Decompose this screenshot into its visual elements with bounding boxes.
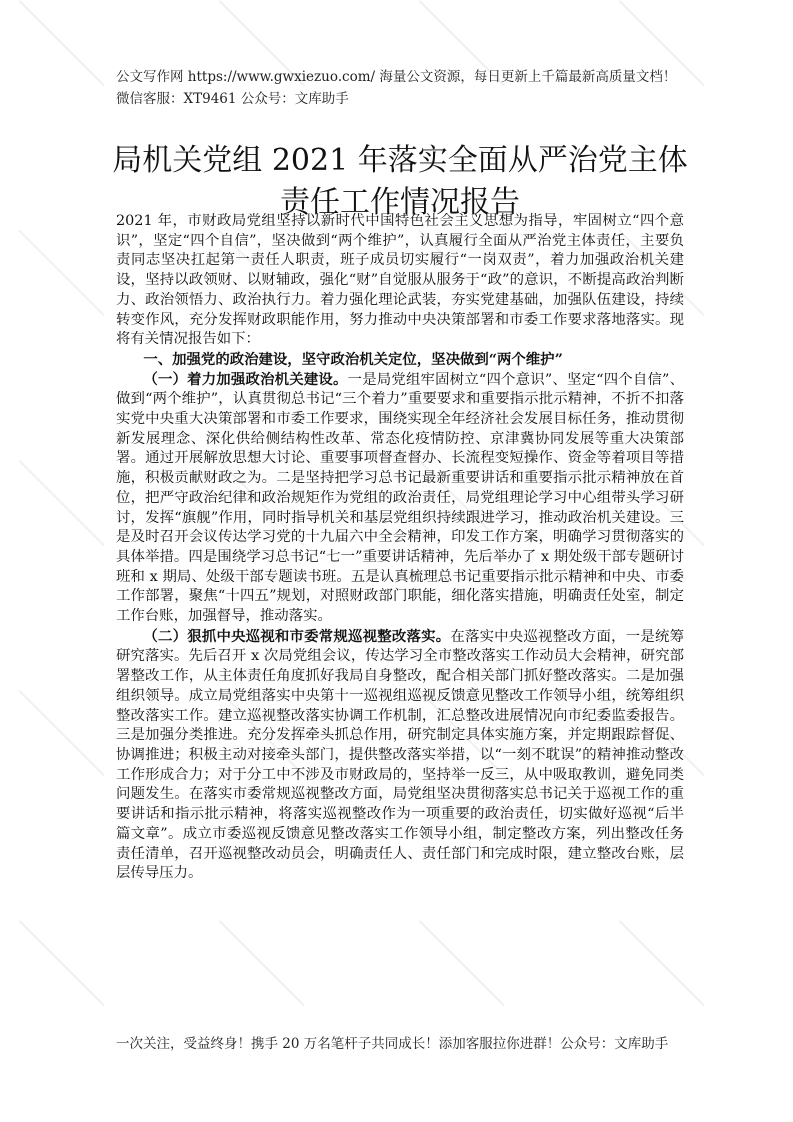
subsection-2-paragraph <box>116 627 684 884</box>
section-heading-1: 一、加强党的政治建设，坚守政治机关定位，坚决做到“两个维护” <box>143 350 563 368</box>
intro-paragraph: 2021 年，市财政局党组坚持以新时代中国特色社会主义思想为指导，牢固树立“四个意识”，坚定“四个自信”，坚决做到“两个维护”，认真履行全面从严治党主体责任，主要负责同志坚决扛起第一责任人职责，班子成员切实履行“一岗双责”，着力加强政治机关建设，坚持以政领财、以财辅政，强化“财”自觉服从服务于“政”的意识，不断提高政治判断力、政治领悟力、政治执行力。着力强化理论武装，夯实党建基础，加强队伍建设，持续转变作风，充分发挥财政职能作用，努力推动中央决策部署和市委工作要求落地落实。现将有关情况报告如下： <box>116 213 684 348</box>
footer-note: 一次关注，受益终身！携手 20 万名笔杆子共同成长！添加客服拉你进群！公众号：文库助手 <box>116 1036 669 1052</box>
subsection-2-heading: （二）狠抓中央巡视和市委常规巡视整改落实。 <box>143 627 451 645</box>
watermark-mark <box>19 920 105 1006</box>
watermark-mark <box>19 690 105 776</box>
subsection-1-text: 一是局党组牢固树立“四个意识”、坚定“四个自信”、做到“两个维护”，认真贯彻总书记“三个着力”重要要求和重要指示批示精神，不折不扣落实党中央重大决策部署和市委工作要求，围绕实现全年经济社会发展目标任务，推动贯彻新发展理念、深化供给侧结构性改革、常态化疫情防控、京津冀协同发展等重大决策部署。通过开展解放思想大讨论、重要事项督查督办、长流程变短操作、资金等着项目等措施，积极贡献财政之为。二是坚持把学习总书记最新重要讲话和重要指示批示精神放在首位，把严守政治纪律和政治规矩作为党组的政治责任，局党组理论学习中心组带头学习研讨，发挥“旗舰”作用，同时指导机关和基层党组织持续跟进学习，推动政治机关建设。三是及时召开会议传达学习党的十九届六中全会精神，印发工作方案，明确学习贯彻落实的具体举措。四是围绕学习总书记“七一”重要讲话精神，先后举办了 x 期处级干部专题研讨班和 x 期局、处级干部专题读书班。五是认真梳理总书记重要指示批示精神和中央、市委工作部署，聚焦“十四五”规划，对照财政部门职能，细化落实措施，明确责任处室，制定工作台账，加强督导，推动落实。 <box>116 371 684 625</box>
subsection-1-heading: （一）着力加强政治机关建设。 <box>143 370 348 388</box>
watermark-mark <box>19 0 105 86</box>
document-body <box>116 212 684 884</box>
subsection-1-paragraph <box>116 370 684 627</box>
header-note: 公文写作网 https://www.gwxiezuo.com/ 海量公文资源，每日更新上千篇最新高质量文档！微信客服：XT9461 公众号：文库助手 <box>116 69 677 107</box>
subsection-2-text: 在落实中央巡视整改方面，一是统筹研究落实。先后召开 x 次局党组会议，传达学习全市整改落实工作动员大会精神，研究部署整改工作，从主体责任角度抓好我局自身整改，配合相关部门抓好整改落实。二是加强组织领导。成立局党组落实中央第十一巡视组巡视反馈意见整改工作领导小组，统筹组织整改落实工作。建立巡视整改落实协调工作机制，汇总整改进展情况向市纪委监委报告。三是加强分类推进。充分发挥牵头抓总作用，研究制定具体实施方案，并定期跟踪督促、协调推进；积极主动对接牵头部门，提供整改落实举措，以“一刻不耽误”的精神推动整改工作形成合力；对于分工中不涉及市财政局的，坚持举一反三，从中吸取教训，避免同类问题发生。在落实市委常规巡视整改方面，局党组坚决贯彻落实总书记关于巡视工作的重要讲话和指示批示精神，将落实巡视整改作为一项重要的政治责任，切实做好巡视“后半篇文章”。成立市委巡视反馈意见整改落实工作领导小组，制定整改方案，列出整改任务责任清单，召开巡视整改动员会，明确责任人、责任部门和完成时限，建立整改台账，层层传导压力。 <box>116 628 684 882</box>
watermark-mark <box>19 230 105 316</box>
watermark-mark <box>19 460 105 546</box>
watermark-mark <box>419 920 505 1006</box>
document-title: 局机关党组 2021 年落实全面从严治党主体责任工作情况报告 <box>112 143 688 220</box>
watermark-mark <box>619 920 705 1006</box>
watermark-mark <box>219 920 305 1006</box>
